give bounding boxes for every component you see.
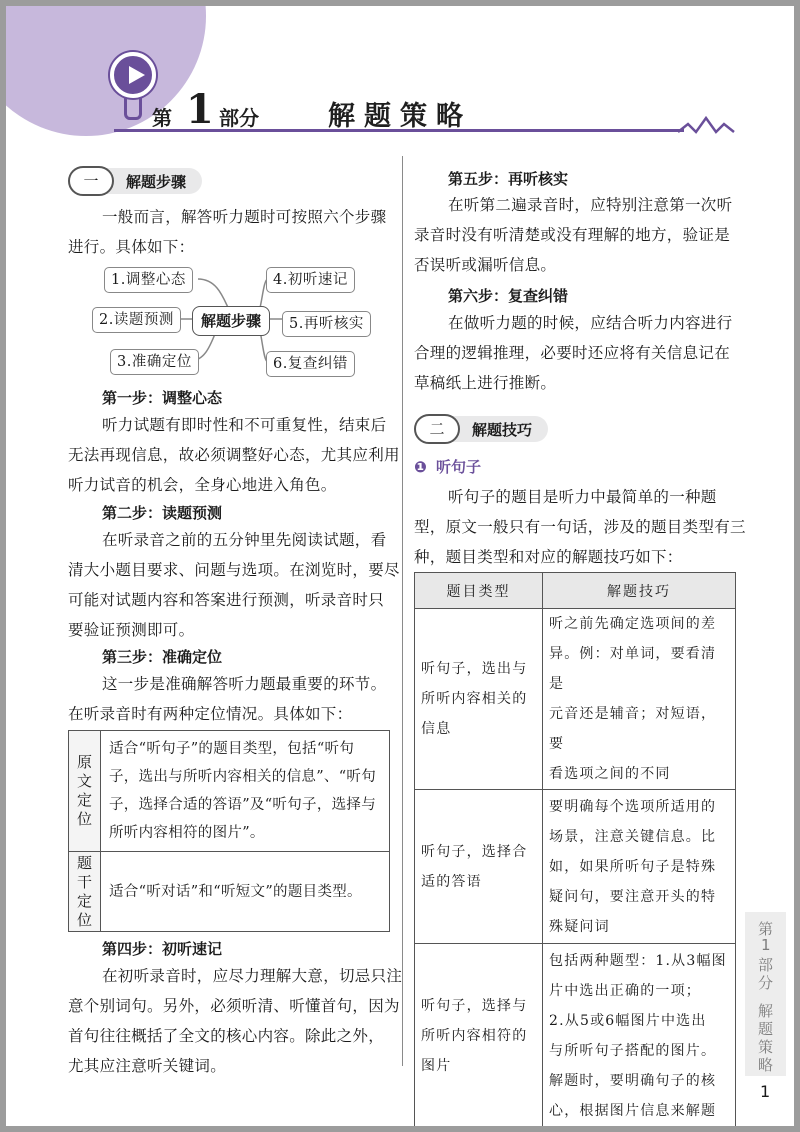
paragraph-line: 合理的逻辑推理，必要时还应将有关信息记在 <box>414 344 731 362</box>
table-row <box>69 731 390 852</box>
skills-table <box>414 572 736 1126</box>
solving-tip: 要明确每个选项所适用的 场景，注意关键信息。比 如，如果所听句子是特殊 疑问句，要注意开头的特 殊疑问词 <box>549 798 717 935</box>
paragraph-line: 型，原文一般只有一句话，涉及的题目类型有三 <box>414 518 746 536</box>
side-tab-char: 部 <box>758 956 774 974</box>
section-label: 解题步骤 <box>126 173 187 191</box>
paragraph-line: 这一步是准确解答听力题最重要的环节。 <box>102 675 387 693</box>
mindmap-node-right: 6.复查纠错 <box>266 351 355 377</box>
table-header-row <box>415 573 736 609</box>
bulb-base-icon <box>124 98 142 120</box>
section-number: 一 <box>68 166 114 196</box>
row-text: 适合“听句子”的题目类型，包括“听句 子，选出与所听内容相关的信息”、“听句 子，选择合适的答语”及“听句子，选择与 所听内容相符的图片”。 <box>109 741 377 841</box>
mindmap-node-left: 2.读题预测 <box>92 307 181 333</box>
part-number: 1 <box>186 86 214 133</box>
paragraph-line: 录音时没有听清楚或没有理解的地方，验证是 <box>414 226 731 244</box>
paragraph-line: 清大小题目要求、问题与选项。在浏览时，要尽 <box>68 561 400 579</box>
step-title: 第三步：准确定位 <box>102 648 223 666</box>
row-label: 题干定位 <box>76 853 92 929</box>
paragraph-line: 种，题目类型和对应的解题技巧如下： <box>414 548 683 566</box>
side-tab-char: 略 <box>758 1056 774 1074</box>
paragraph-line: 在听录音之前的五分钟里先阅读试题，看 <box>102 531 387 549</box>
step-title: 第一步：调整心态 <box>102 389 223 407</box>
table-row <box>415 790 736 944</box>
side-tab-char: 解 <box>758 1002 774 1020</box>
page <box>6 6 794 1126</box>
paragraph-line: 听力试题有即时性和不可重复性，结束后 <box>102 416 387 434</box>
mindmap-node-right: 5.再听核实 <box>282 311 371 337</box>
row-text: 适合“听对话”和“听短文”的题目类型。 <box>109 883 362 900</box>
paragraph-line: 在听录音时有两种定位情况。具体如下： <box>68 705 353 723</box>
solving-tip: 听之前先确定选项间的差 异。例：对单词，要看清是 元音还是辅音；对短语，要 看选项之间的不同 <box>549 616 717 782</box>
number-marker-icon: ❶ <box>414 458 427 476</box>
row-label: 原文定位 <box>76 753 92 828</box>
table-row <box>69 852 390 932</box>
play-icon <box>110 52 156 98</box>
page-number: 1 <box>760 1082 771 1101</box>
step-title: 第五步：再听核实 <box>448 170 569 188</box>
page-title: 解题策略 <box>328 101 472 132</box>
section-heading-1 <box>68 168 202 194</box>
question-type: 听句子，选择与 所听内容相符的 图片 <box>421 997 528 1074</box>
zigzag-decoration <box>678 114 738 138</box>
intro-line: 一般而言，解答听力题时可按照六个步骤 <box>102 208 387 226</box>
side-tab-char: 策 <box>758 1038 774 1056</box>
paragraph-line: 尤其应注意听关键词。 <box>68 1057 227 1075</box>
paragraph-line: 可能对试题内容和答案进行预测，听录音时只 <box>68 591 385 609</box>
paragraph-line: 听力试音的机会，全身心地进入角色。 <box>68 476 337 494</box>
section-label: 解题技巧 <box>472 421 533 439</box>
paragraph-line: 在初听录音时，应尽力理解大意，切忌只注 <box>102 967 403 985</box>
question-type: 听句子，选出与 所听内容相关的 信息 <box>421 661 528 737</box>
paragraph-line: 意个别词句。另外，必须听清、听懂首句，因为 <box>68 997 400 1015</box>
question-type: 听句子，选择合 适的答语 <box>421 843 528 890</box>
paragraph-line: 要验证预测即可。 <box>68 621 195 639</box>
part-prefix: 第 <box>152 106 172 130</box>
mindmap-node-left: 3.准确定位 <box>110 349 199 375</box>
side-tab-char: 第 <box>758 920 774 938</box>
step-title: 第二步：读题预测 <box>102 504 223 522</box>
table-header: 解题技巧 <box>543 573 736 609</box>
paragraph-line: 否误听或漏听信息。 <box>414 256 557 274</box>
paragraph-line: 首句往往概括了全文的核心内容。除此之外， <box>68 1027 385 1045</box>
step-title: 第六步：复查纠错 <box>448 287 569 305</box>
side-tab-char: 题 <box>758 1020 774 1038</box>
section-number: 二 <box>414 414 460 444</box>
table-row <box>415 609 736 790</box>
paragraph-line: 在听第二遍录音时，应特别注意第一次听 <box>448 196 733 214</box>
solving-tip: 包括两种题型：1.从3幅图 片中选出正确的一项； 2.从5或6幅图片中选出 与所听句子搭配的图片。 解题时，要明确句子的核 心，根据图片信息来解题 <box>549 952 727 1119</box>
paragraph-line: 草稿纸上进行推断。 <box>414 374 557 392</box>
column-divider <box>402 156 403 1066</box>
subsection-title: 听句子 <box>435 458 481 476</box>
mindmap-node-left: 1.调整心态 <box>104 267 193 293</box>
subsection-heading <box>414 456 481 477</box>
paragraph-line: 听句子的题目是听力中最简单的一种题 <box>448 488 717 506</box>
header-decoration <box>6 6 206 136</box>
paragraph-line: 无法再现信息，故必须调整好心态，尤其应利用 <box>68 446 400 464</box>
table-row <box>415 944 736 1127</box>
step-title: 第四步：初听速记 <box>102 940 223 958</box>
positioning-table <box>68 730 390 932</box>
side-tab-char: 分 <box>758 974 774 992</box>
table-header: 题目类型 <box>415 573 543 609</box>
paragraph-line: 在做听力题的时候，应结合听力内容进行 <box>448 314 733 332</box>
intro-line: 进行。具体如下： <box>68 238 195 256</box>
side-tab-char: 1 <box>761 936 771 954</box>
mindmap-center: 解题步骤 <box>192 306 270 336</box>
part-suffix: 部分 <box>219 106 259 130</box>
section-heading-2 <box>414 416 548 442</box>
mindmap-node-right: 4.初听速记 <box>266 267 355 293</box>
